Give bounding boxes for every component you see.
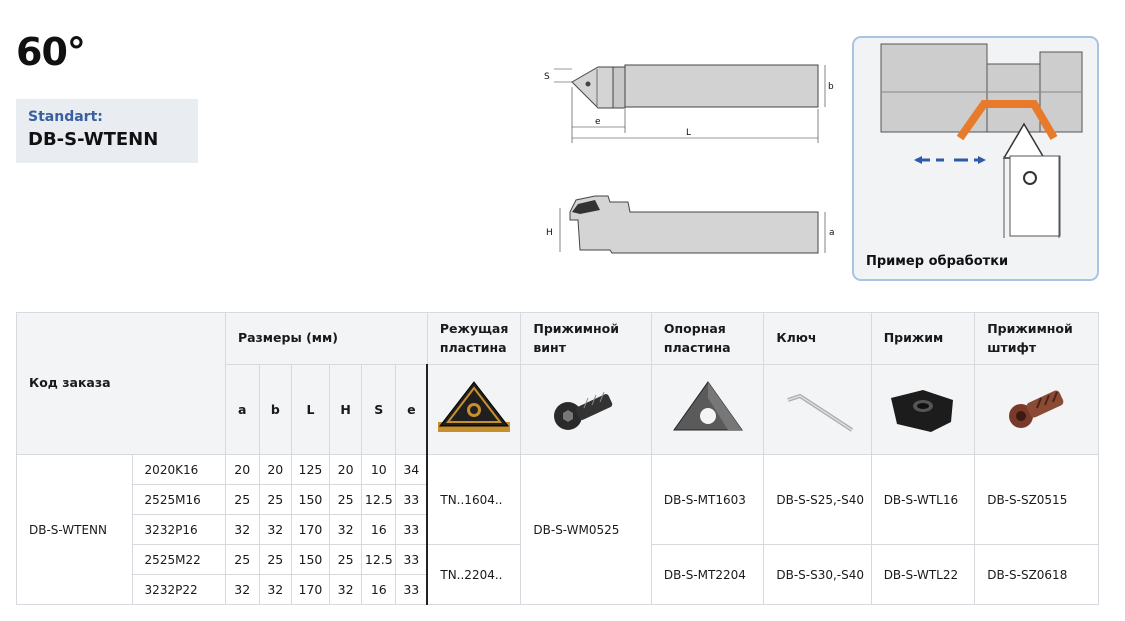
insert-code-cell: TN..1604.. (427, 455, 521, 545)
dim-h-label: H (546, 228, 553, 238)
cell-b: 20 (259, 455, 292, 485)
clamp-code-cell: DB-S-WTL16 (871, 455, 975, 545)
dim-col-h: H (329, 365, 362, 455)
standard-label: Standart: (28, 109, 103, 125)
order-code-header: Код заказа (17, 313, 226, 455)
shim-header: Опорная пластина (651, 313, 763, 365)
tool-top-view-drawing (540, 55, 840, 150)
cell-l: 150 (292, 485, 330, 515)
cell-b: 32 (259, 575, 292, 605)
dim-a-label: a (829, 228, 835, 238)
cell-e: 33 (396, 545, 428, 575)
side-view-body (570, 196, 818, 253)
dim-s-label: S (544, 72, 550, 82)
family-cell: DB-S-WTENN (17, 455, 133, 605)
cell-l: 170 (292, 515, 330, 545)
cell-h: 25 (329, 485, 362, 515)
machining-example-box (852, 36, 1099, 281)
cell-b: 25 (259, 485, 292, 515)
clamp-code-cell: DB-S-WTL22 (871, 545, 975, 605)
order-code-cell: 3232P16 (132, 515, 225, 545)
specification-table (16, 312, 1099, 605)
key-icon (778, 378, 858, 438)
cell-s: 12.5 (362, 545, 396, 575)
pin-code-cell: DB-S-SZ0618 (975, 545, 1099, 605)
dimensions-header: Размеры (мм) (225, 313, 427, 365)
insert-header: Режущая пластина (427, 313, 521, 365)
cell-a: 25 (225, 545, 259, 575)
machining-example-illustration (854, 38, 1099, 248)
dim-col-e: e (396, 365, 428, 455)
key-code-cell: DB-S-S25,-S40 (764, 455, 871, 545)
cell-b: 25 (259, 545, 292, 575)
tool-side-view-drawing (540, 190, 840, 260)
cell-s: 10 (362, 455, 396, 485)
cell-a: 32 (225, 515, 259, 545)
screw-code-cell: DB-S-WM0525 (521, 455, 652, 605)
cell-s: 16 (362, 515, 396, 545)
cell-s: 16 (362, 575, 396, 605)
angle-title: 60° (16, 30, 85, 74)
cell-l: 150 (292, 545, 330, 575)
cell-h: 25 (329, 545, 362, 575)
pin-icon (997, 378, 1077, 438)
shim-code-cell: DB-S-MT1603 (651, 455, 763, 545)
dim-l-label: L (686, 128, 692, 138)
insert-image-cell (427, 365, 521, 455)
key-code-cell: DB-S-S30,-S40 (764, 545, 871, 605)
dim-col-l: L (292, 365, 330, 455)
cell-e: 33 (396, 515, 428, 545)
cell-l: 170 (292, 575, 330, 605)
cell-a: 25 (225, 485, 259, 515)
key-image-cell (764, 365, 871, 455)
order-code-cell: 2525M22 (132, 545, 225, 575)
cell-e: 33 (396, 575, 428, 605)
dim-e-label: e (595, 117, 601, 127)
pin-header: Прижимной штифт (975, 313, 1099, 365)
dim-b-label: b (828, 82, 834, 92)
cell-h: 32 (329, 515, 362, 545)
cell-a: 32 (225, 575, 259, 605)
pin-image-cell (975, 365, 1099, 455)
screw-header: Прижимной винт (521, 313, 652, 365)
cell-h: 20 (329, 455, 362, 485)
key-header: Ключ (764, 313, 871, 365)
clamp-header: Прижим (871, 313, 975, 365)
machining-example-caption: Пример обработки (866, 254, 1009, 269)
dim-col-s: S (362, 365, 396, 455)
standard-box (16, 99, 198, 163)
order-code-cell: 3232P22 (132, 575, 225, 605)
cell-h: 32 (329, 575, 362, 605)
shim-icon (668, 378, 748, 438)
clamp-image-cell (871, 365, 975, 455)
order-code-cell: 2020K16 (132, 455, 225, 485)
cell-s: 12.5 (362, 485, 396, 515)
order-code-cell: 2525M16 (132, 485, 225, 515)
shim-image-cell (651, 365, 763, 455)
insert-icon (436, 378, 512, 438)
clamp-icon (883, 378, 963, 438)
screw-image-cell (521, 365, 652, 455)
pin-code-cell: DB-S-SZ0515 (975, 455, 1099, 545)
insert-code-cell: TN..2204.. (427, 545, 521, 605)
cell-l: 125 (292, 455, 330, 485)
cell-b: 32 (259, 515, 292, 545)
cell-a: 20 (225, 455, 259, 485)
shim-code-cell: DB-S-MT2204 (651, 545, 763, 605)
dim-col-b: b (259, 365, 292, 455)
dim-col-a: a (225, 365, 259, 455)
standard-code: DB-S-WTENN (28, 129, 159, 150)
cell-e: 33 (396, 485, 428, 515)
cell-e: 34 (396, 455, 428, 485)
screw-icon (546, 378, 626, 438)
